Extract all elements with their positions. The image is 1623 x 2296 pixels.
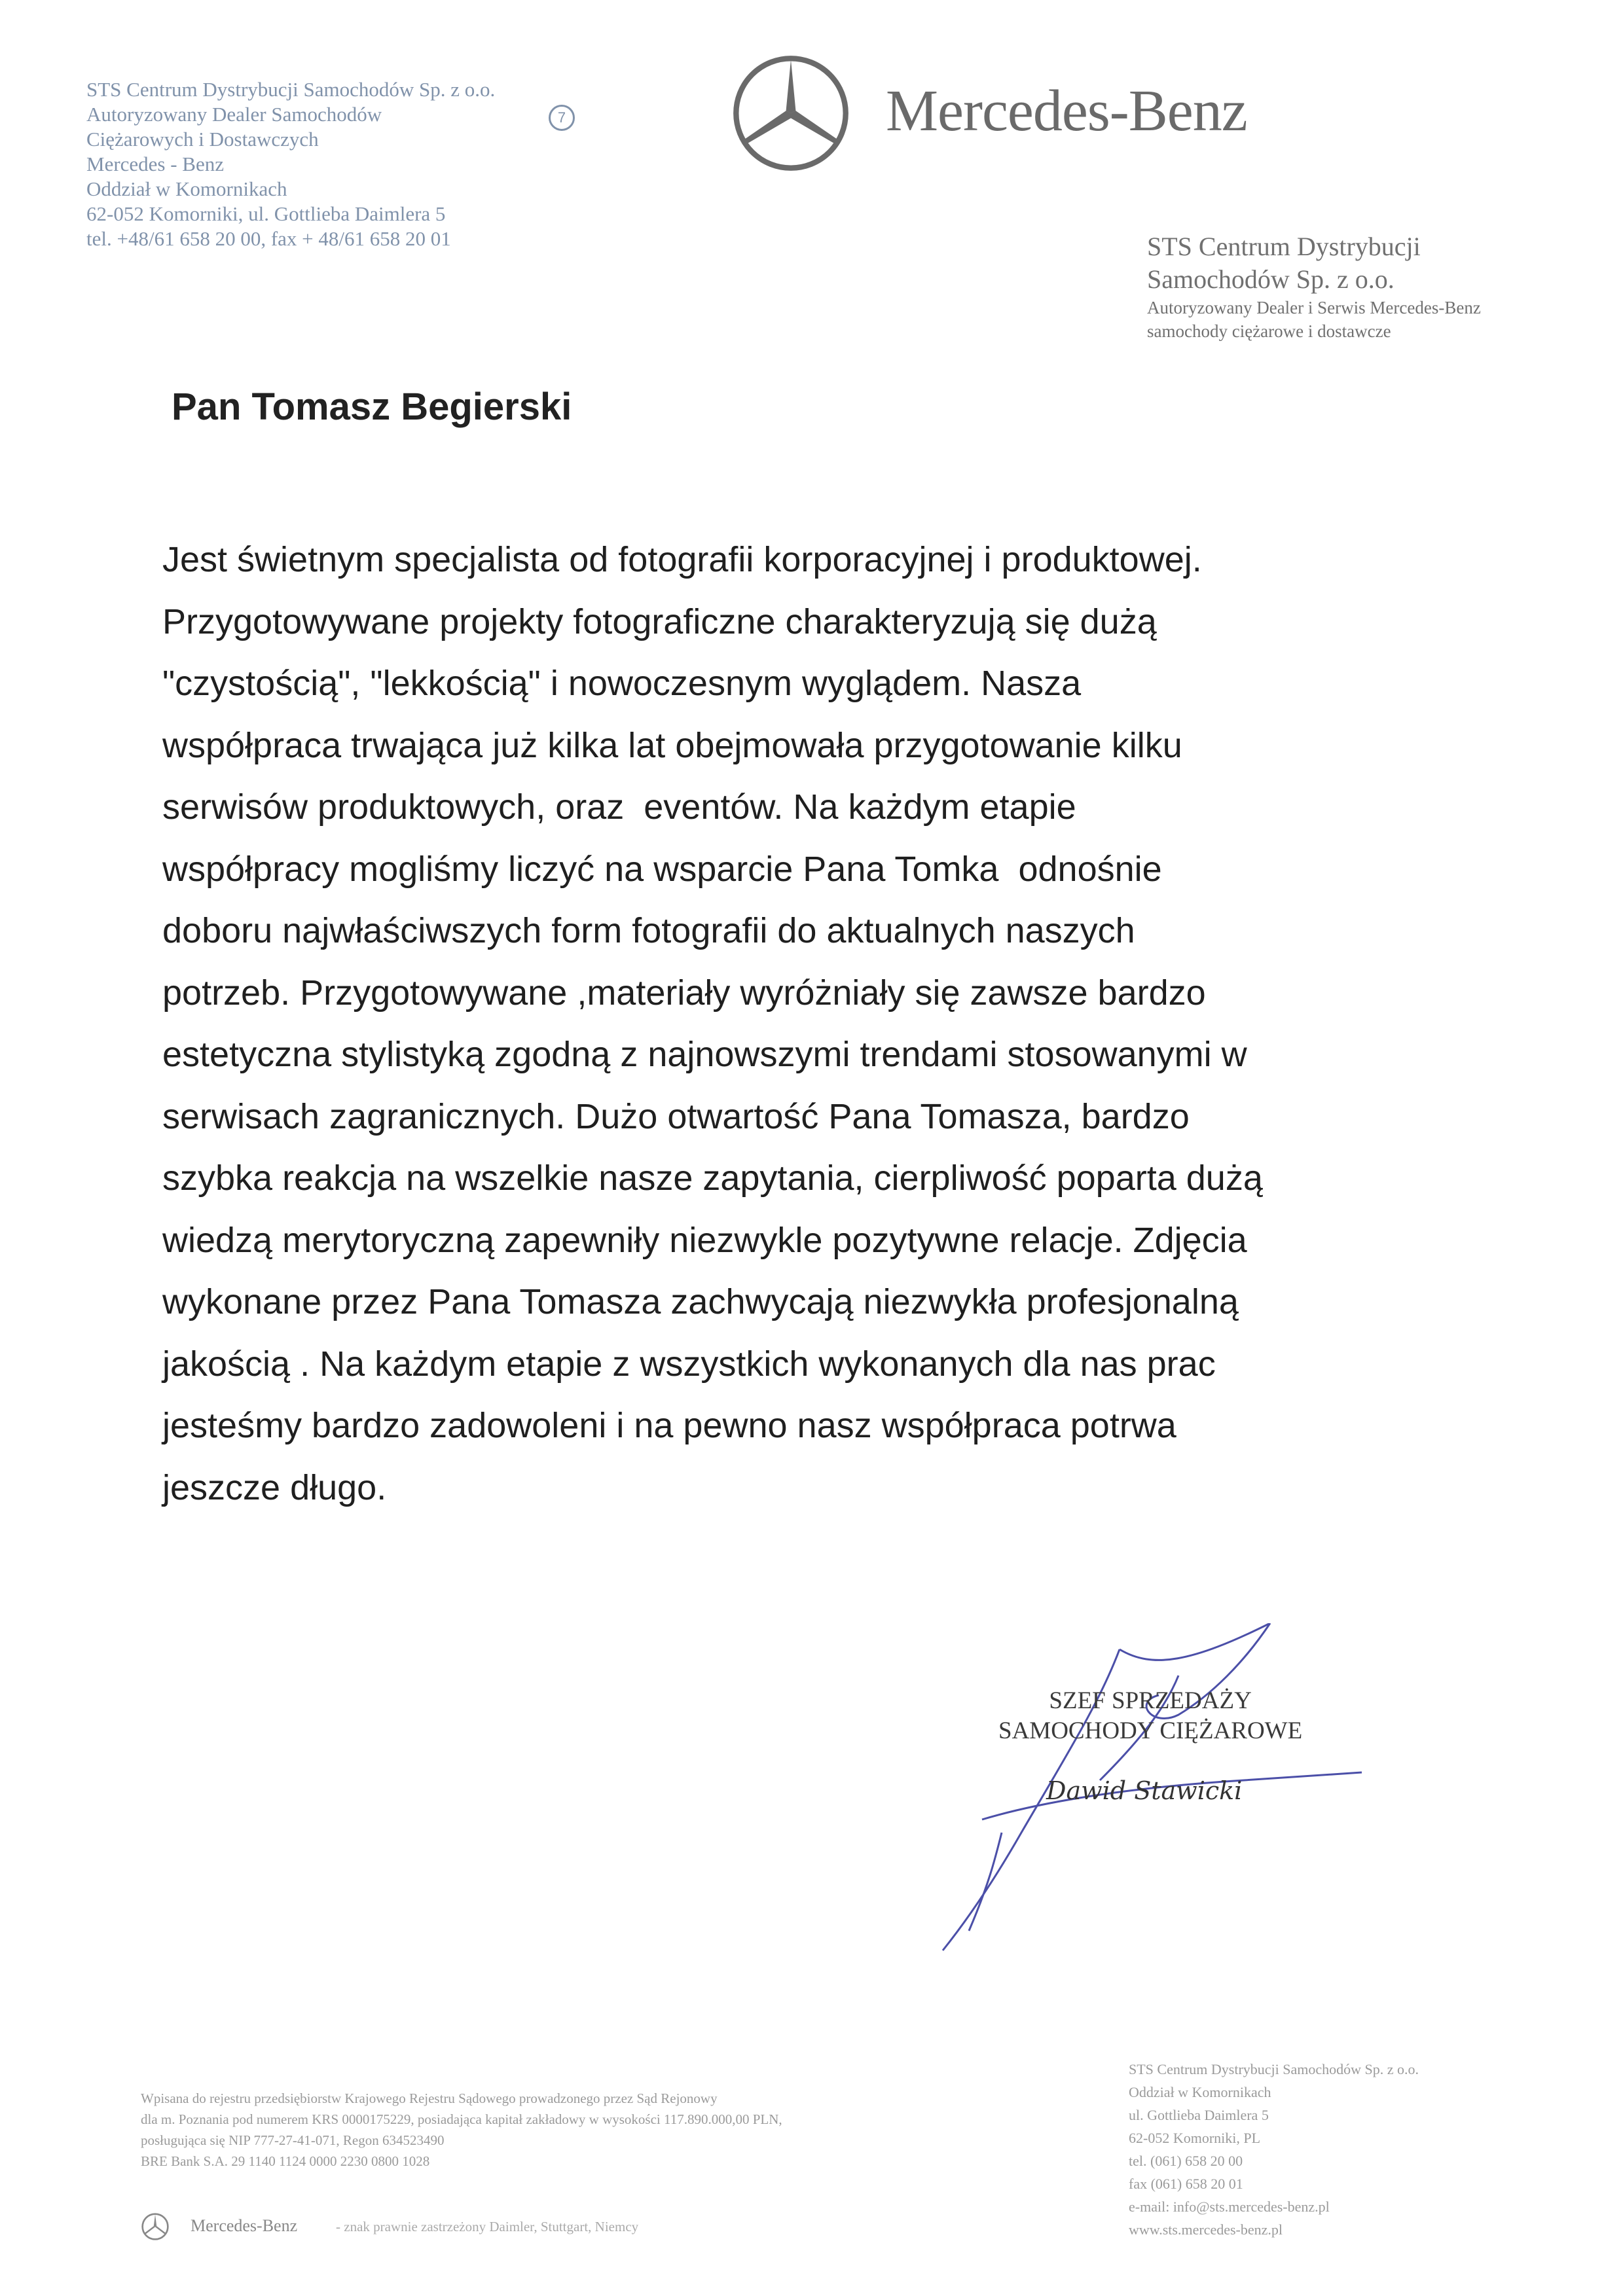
signature-title	[998, 1686, 1302, 1746]
body-line: potrzeb. Przygotowywane ,materiały wyróżniały się zawsze bardzo	[162, 973, 1206, 1013]
mercedes-star-logo-icon	[730, 52, 852, 174]
dealer-desc-line: samochody ciężarowe i dostawcze	[1147, 321, 1391, 341]
stamp-line: Ciężarowych i Dostawczych	[86, 128, 319, 151]
contact-line: 62-052 Komorniki, PL	[1129, 2130, 1261, 2146]
signature-title-line: SAMOCHODY CIĘŻAROWE	[998, 1717, 1303, 1744]
trademark-note: - znak prawnie zastrzeżony Daimler, Stuttgart, Niemcy	[336, 2219, 639, 2234]
brand-name: Mercedes-Benz	[886, 79, 1247, 143]
dealer-stamp	[86, 77, 584, 251]
contact-line: tel. (061) 658 20 00	[1129, 2153, 1243, 2169]
stamp-line: Oddział w Komornikach	[86, 177, 287, 200]
body-line: współpracy mogliśmy liczyć na wsparcie Pana Tomka odnośnie	[162, 849, 1162, 889]
footer-registration	[141, 2088, 782, 2172]
dealer-info	[1147, 230, 1481, 343]
mercedes-star-small-icon	[141, 2212, 170, 2241]
body-line: jakością . Na każdym etapie z wszystkich wykonanych dla nas prac	[162, 1344, 1216, 1384]
body-line: jeszcze długo.	[162, 1467, 387, 1507]
registration-line: posługująca się NIP 777-27-41-071, Regon 634523490	[141, 2132, 445, 2148]
body-line: Przygotowywane projekty fotograficzne charakteryzują się dużą	[162, 601, 1157, 641]
stamp-line: STS Centrum Dystrybucji Samochodów Sp. z o.o.	[86, 78, 496, 101]
contact-line: STS Centrum Dystrybucji Samochodów Sp. z o.o.	[1129, 2061, 1419, 2077]
body-line: serwisów produktowych, oraz eventów. Na każdym etapie	[162, 787, 1076, 827]
body-line: doboru najwłaściwszych form fotografii do aktualnych naszych	[162, 911, 1135, 950]
stamp-line: Autoryzowany Dealer Samochodów	[86, 103, 382, 126]
body-line: współpraca trwająca już kilka lat obejmowała przygotowanie kilku	[162, 725, 1182, 765]
footer-contact	[1129, 2058, 1419, 2241]
registration-line: BRE Bank S.A. 29 1140 1124 0000 2230 0800 1028	[141, 2153, 430, 2169]
body-line: Jest świetnym specjalista od fotografii korporacyjnej i produktowej.	[162, 540, 1202, 579]
registration-line: dla m. Poznania pod numerem KRS 0000175229, posiadająca kapitał zakładowy w wysokości 117.890.000,00 PLN,	[141, 2111, 782, 2127]
dealer-name-line: STS Centrum Dystrybucji	[1147, 232, 1421, 261]
body-line: szybka reakcja na wszelkie nasze zapytania, cierpliwość poparta dużą	[162, 1158, 1263, 1198]
website-link[interactable]: www.sts.mercedes-benz.pl	[1129, 2221, 1283, 2238]
dealer-desc-line: Autoryzowany Dealer i Serwis Mercedes-Benz	[1147, 298, 1481, 317]
body-line: wiedzą merytoryczną zapewniły niezwykle pozytywne relacje. Zdjęcia	[162, 1220, 1247, 1260]
body-line: "czystością", "lekkością" i nowoczesnym wyglądem. Nasza	[162, 664, 1082, 703]
footer-brand-name: Mercedes-Benz	[191, 2216, 298, 2235]
body-line: serwisach zagranicznych. Dużo otwartość Pana Tomasza, bardzo	[162, 1096, 1190, 1136]
body-line: estetyczna stylistyką zgodną z najnowszymi trendami stosowanymi w	[162, 1035, 1247, 1074]
email-link[interactable]: e-mail: info@sts.mercedes-benz.pl	[1129, 2198, 1330, 2215]
registration-line: Wpisana do rejestru przedsiębiorstw Krajowego Rejestru Sądowego prowadzonego przez Sąd Rejonowy	[141, 2090, 718, 2106]
recipient-name: Pan Tomasz Begierski	[172, 386, 572, 428]
stamp-line: Mercedes - Benz	[86, 152, 225, 175]
contact-line: ul. Gottlieba Daimlera 5	[1129, 2107, 1269, 2123]
stamp-line: tel. +48/61 658 20 00, fax + 48/61 658 20 01	[86, 227, 451, 250]
contact-line: Oddział w Komornikach	[1129, 2084, 1271, 2100]
stamp-badge: 7	[549, 105, 575, 131]
body-line: jesteśmy bardzo zadowoleni i na pewno nasz współpraca potrwa	[162, 1406, 1176, 1445]
dealer-name-line: Samochodów Sp. z o.o.	[1147, 264, 1395, 294]
signature-title-line: SZEF SPRZEDAŻY	[1049, 1687, 1252, 1714]
signatory-name: Dawid Stawicki	[1046, 1776, 1243, 1805]
stamp-line: 62-052 Komorniki, ul. Gottlieba Daimlera 5	[86, 202, 446, 225]
contact-line: fax (061) 658 20 01	[1129, 2176, 1243, 2192]
body-line: wykonane przez Pana Tomasza zachwycają niezwykła profesjonalną	[162, 1282, 1239, 1321]
letter-body	[162, 529, 1472, 1518]
